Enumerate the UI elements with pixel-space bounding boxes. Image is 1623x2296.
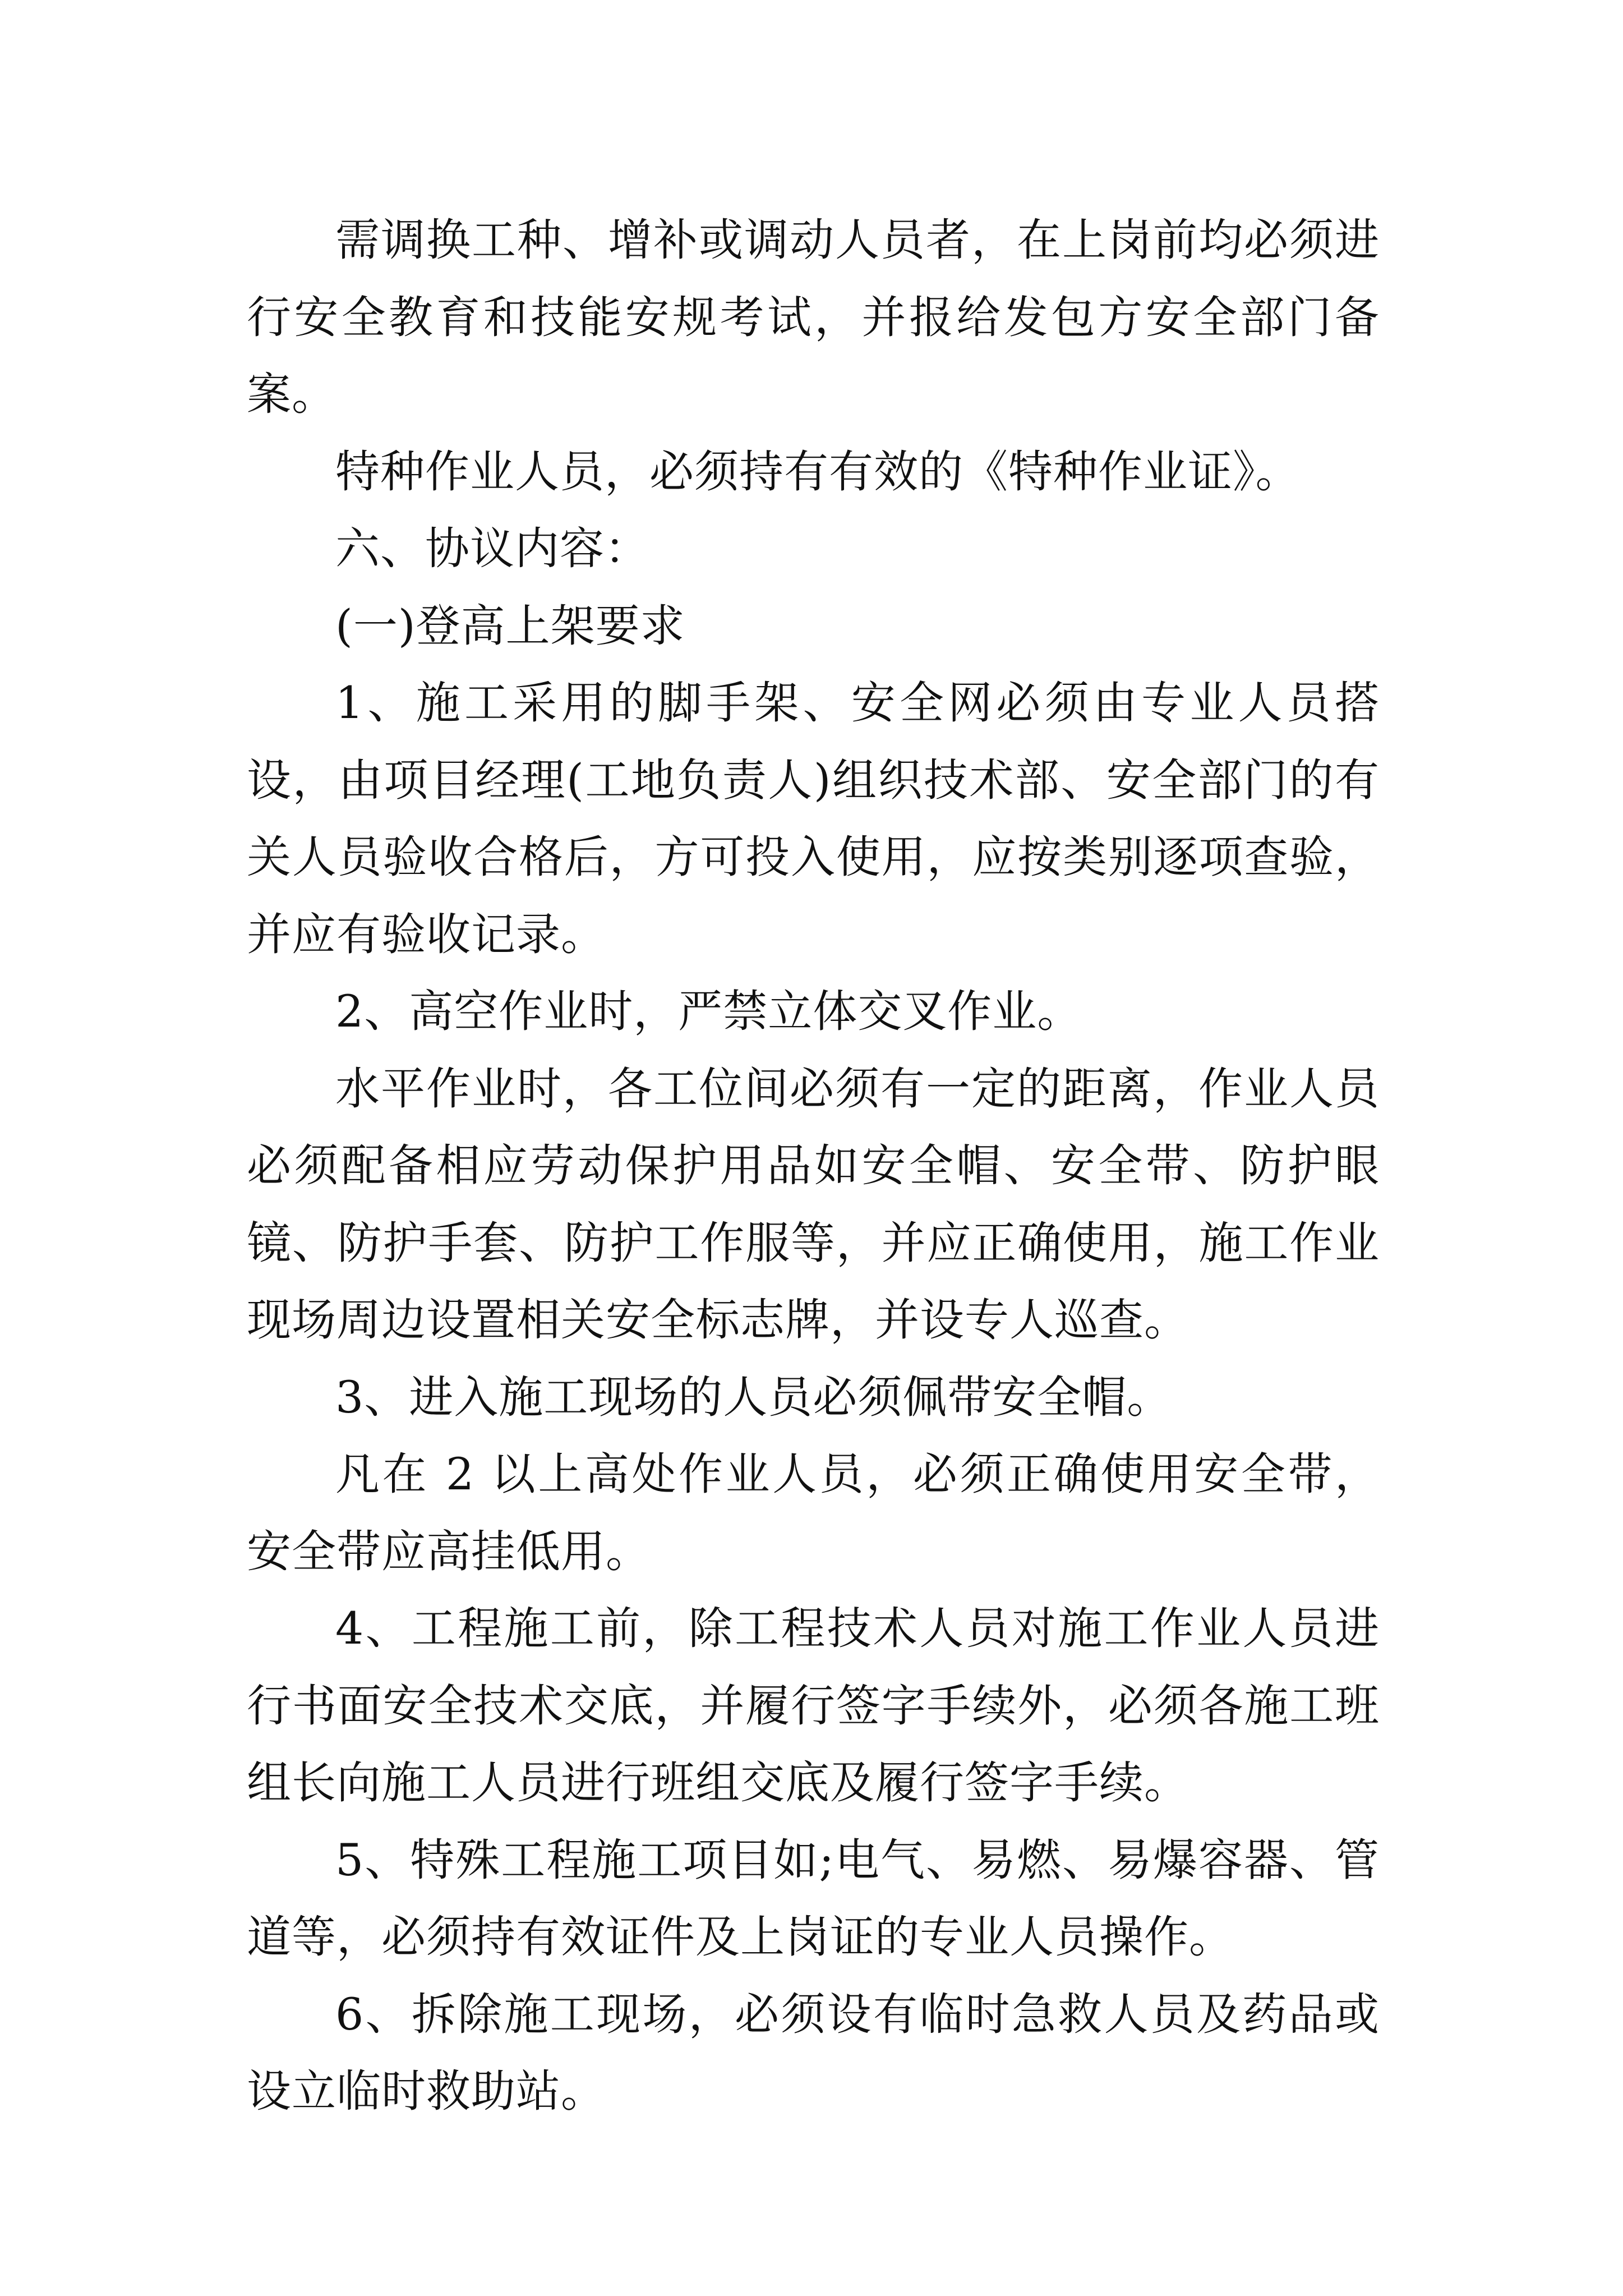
paragraph-horizontal-work: 水平作业时，各工位间必须有一定的距离，作业人员必须配备相应劳动保护用品如安全帽、安全带、防护眼镜、防护手套、防护工作服等，并应正确使用，施工作业现场周边设置相关安全标志牌，并设专人巡查。	[247, 1062, 1380, 1346]
document-body	[247, 202, 1380, 2131]
paragraph-item-6: 6、拆除施工现场，必须设有临时急救人员及药品或设立临时救助站。	[247, 1988, 1380, 2117]
paragraph-item-4: 4、工程施工前，除工程技术人员对施工作业人员进行书面安全技术交底，并履行签字手续外，必须各施工班组长向施工人员进行班组交底及履行签字手续。	[247, 1603, 1380, 1809]
paragraph-item-5: 5、特殊工程施工项目如;电气、易燃、易爆容器、管道等，必须持有效证件及上岗证的专业人员操作。	[247, 1834, 1380, 1963]
paragraph-special-operators: 特种作业人员，必须持有有效的《特种作业证》。	[335, 445, 1301, 498]
paragraph-item-2: 2、高空作业时，严禁立体交叉作业。	[335, 986, 1082, 1037]
section-heading-agreement: 六、协议内容：	[335, 523, 649, 574]
paragraph-staff-change: 需调换工种、增补或调动人员者，在上岗前均必须进行安全教育和技能安规考试，并报给发包方安全部门备案。	[247, 214, 1380, 420]
subsection-heading-climbing: (一)登高上架要求	[335, 600, 685, 652]
paragraph-safety-belt: 凡在 2 以上高处作业人员，必须正确使用安全带，安全带应高挂低用。	[247, 1448, 1380, 1577]
paragraph-item-3: 3、进入施工现场的人员必须佩带安全帽。	[335, 1371, 1172, 1423]
paragraph-item-1: 1、施工采用的脚手架、安全网必须由专业人员搭设，由项目经理(工地负责人)组织技术部、安全部门的有关人员验收合格后，方可投入使用，应按类别逐项查验，并应有验收记录。	[247, 677, 1380, 960]
